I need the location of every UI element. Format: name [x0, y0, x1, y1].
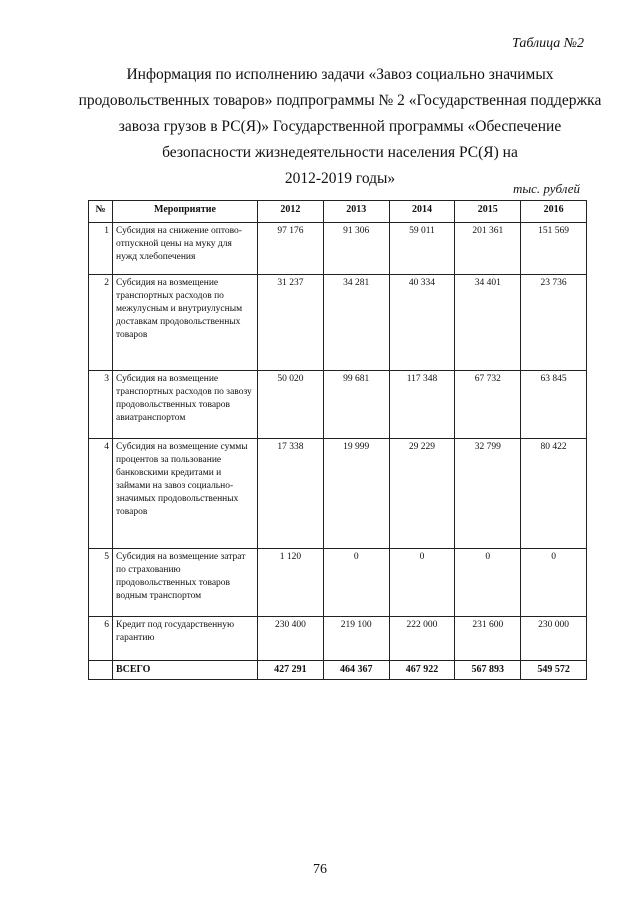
- value-cell: 50 020: [258, 371, 324, 439]
- value-cell: 31 237: [258, 275, 324, 371]
- value-cell: 201 361: [455, 223, 521, 275]
- table-header-row: [89, 201, 587, 223]
- column-header-2012: 2012: [258, 201, 324, 223]
- title-line: Информация по исполнению задачи «Завоз социально значимых: [126, 66, 554, 83]
- row-number: 4: [89, 439, 113, 549]
- table-row: [89, 549, 587, 617]
- total-value: 464 367: [323, 661, 389, 680]
- value-cell: 34 401: [455, 275, 521, 371]
- value-cell: 230 400: [258, 617, 324, 661]
- units-label: тыс. рублей: [512, 181, 580, 196]
- page-number: 76: [313, 862, 327, 877]
- row-number: 3: [89, 371, 113, 439]
- value-cell: 97 176: [258, 223, 324, 275]
- row-activity: Субсидия на снижение оптово-отпускной цены на муку для нужд хлебопечения: [113, 223, 258, 275]
- title-line: 2012-2019 годы»: [284, 170, 396, 187]
- value-cell: 117 348: [389, 371, 455, 439]
- table-row: [89, 371, 587, 439]
- total-row: [89, 661, 587, 680]
- value-cell: 17 338: [258, 439, 324, 549]
- value-cell: 29 229: [389, 439, 455, 549]
- column-header-2014: 2014: [389, 201, 455, 223]
- value-cell: 230 000: [521, 617, 587, 661]
- title-line: продовольственных товаров» подпрограммы № 2 «Государственная поддержка: [78, 92, 602, 109]
- column-header-2015: 2015: [455, 201, 521, 223]
- column-header-2016: 2016: [521, 201, 587, 223]
- value-cell: 91 306: [323, 223, 389, 275]
- value-cell: 32 799: [455, 439, 521, 549]
- value-cell: 40 334: [389, 275, 455, 371]
- total-number-cell: [89, 661, 113, 680]
- value-cell: 23 736: [521, 275, 587, 371]
- column-header-activity: Мероприятие: [113, 201, 258, 223]
- row-activity: Субсидия на возмещение транспортных расходов по завозу продовольственных товаров авиатранспортом: [113, 371, 258, 439]
- row-number: 5: [89, 549, 113, 617]
- total-value: 427 291: [258, 661, 324, 680]
- total-value: 567 893: [455, 661, 521, 680]
- row-number: 2: [89, 275, 113, 371]
- value-cell: 219 100: [323, 617, 389, 661]
- table-row: [89, 617, 587, 661]
- row-activity: Субсидия на возмещение транспортных расходов по межулусным и внутриулусным доставкам продовольственных товаров: [113, 275, 258, 371]
- table-row: [89, 439, 587, 549]
- table-row: [89, 223, 587, 275]
- title-line: безопасности жизнедеятельности населения РС(Я) на: [162, 144, 518, 161]
- title-line: завоза грузов в РС(Я)» Государственной программы «Обеспечение: [118, 118, 562, 135]
- row-number: 6: [89, 617, 113, 661]
- row-activity: Субсидия на возмещение суммы процентов за пользование банковскими кредитами и займами на завоз социально-значимых продовольственных товаров: [113, 439, 258, 549]
- column-header-2013: 2013: [323, 201, 389, 223]
- column-header-number: №: [89, 201, 113, 223]
- table-row: [89, 275, 587, 371]
- total-value: 549 572: [521, 661, 587, 680]
- document-title: [70, 62, 610, 192]
- value-cell: 63 845: [521, 371, 587, 439]
- row-number: 1: [89, 223, 113, 275]
- row-activity: Кредит под государственную гарантию: [113, 617, 258, 661]
- value-cell: 34 281: [323, 275, 389, 371]
- row-activity: Субсидия на возмещение затрат по страхованию продовольственных товаров водным транспортом: [113, 549, 258, 617]
- table-label: Таблица №2: [512, 36, 584, 51]
- total-value: 467 922: [389, 661, 455, 680]
- value-cell: 151 569: [521, 223, 587, 275]
- total-label: ВСЕГО: [113, 661, 258, 680]
- value-cell: 222 000: [389, 617, 455, 661]
- funding-table: [88, 200, 587, 680]
- value-cell: 0: [389, 549, 455, 617]
- value-cell: 59 011: [389, 223, 455, 275]
- value-cell: 0: [323, 549, 389, 617]
- value-cell: 231 600: [455, 617, 521, 661]
- value-cell: 80 422: [521, 439, 587, 549]
- value-cell: 1 120: [258, 549, 324, 617]
- value-cell: 99 681: [323, 371, 389, 439]
- value-cell: 0: [521, 549, 587, 617]
- value-cell: 19 999: [323, 439, 389, 549]
- value-cell: 0: [455, 549, 521, 617]
- value-cell: 67 732: [455, 371, 521, 439]
